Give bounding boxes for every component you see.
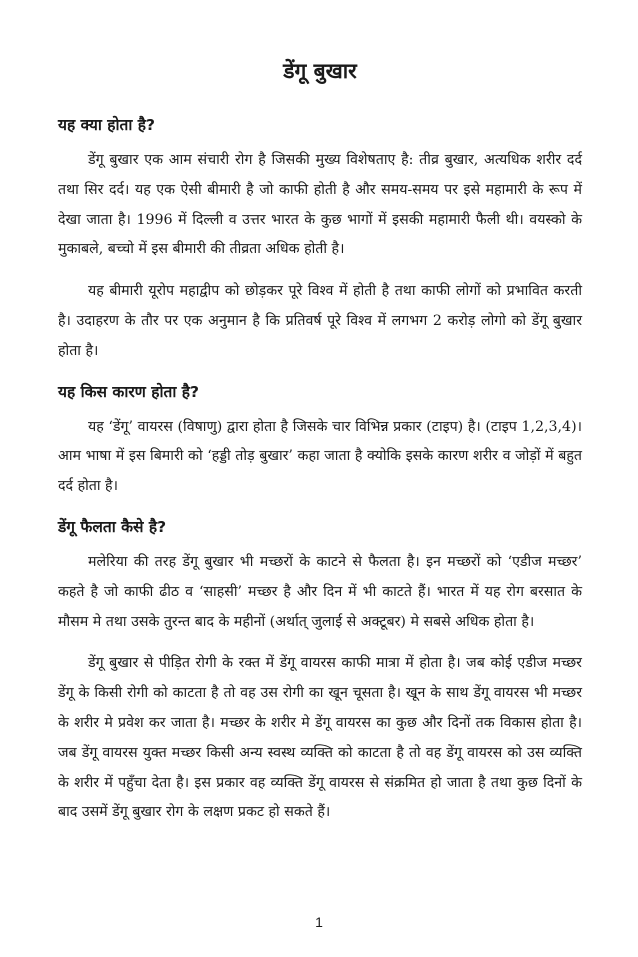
section-heading: यह किस कारण होता है?	[58, 382, 199, 401]
page-title: डेंगू बुखार	[283, 59, 357, 83]
paragraph: डेंगू बुखार से पीड़ित रोगी के रक्त में डेंगू वायरस काफी मात्रा में होता है। जब कोई एडीज मच्छर डेंगू के किसी रोगी को काटता है तो वह उस रोगी का खून चूसता है। खून के साथ डेंगू वायरस भी मच्छर के शरीर मे प्रवेश कर जाता है। मच्छर के शरीर मे डेंगू वायरस का कुछ और दिनों तक विकास होता है। जब डेंगू वायरस युक्त मच्छर किसी अन्य स्वस्थ व्यक्ति को काटता है तो वह डेंगू वायरस को उस व्यक्ति के शरीर में पहुँचा देता है। इस प्रकार वह व्यक्ति डेंगू वायरस से संक्रमित हो जाता है तथा कुछ दिनों के बाद उसमें डेंगू बुखार रोग के लक्षण प्रकट हो सकते हैं।	[58, 655, 582, 821]
section-heading: डेंगू फैलता कैसे है?	[58, 517, 167, 536]
page-number: 1	[315, 914, 323, 930]
paragraph: मलेरिया की तरह डेंगू बुखार भी मच्छरों के काटने से फैलता है। इन मच्छरों को ‘एडीज मच्छर’ कहते है जो काफी ढीठ व ‘साहसी’ मच्छर है और दिन में भी काटते हैं। भारत में यह रोग बरसात के मौसम मे तथा उसके तुरन्त बाद के महीनों (अर्थात् जुलाई से अक्टूबर) मे सबसे अधिक होता है।	[58, 553, 582, 630]
paragraph: यह ‘डेंगू’ वायरस (विषाणु) द्वारा होता है जिसके चार विभिन्न प्रकार (टाइप) है। (टाइप 1,2,3,4)। आम भाषा में इस बिमारी को ‘हड्डी तोड़ बुखार’ कहा जाता है क्योकि इसके कारण शरीर व जोड़ों में बहुत दर्द होता है।	[58, 418, 582, 495]
section-what-is-it	[58, 112, 582, 367]
section-cause	[58, 379, 582, 502]
section-spread	[58, 514, 582, 828]
section-heading: यह क्या होता है?	[58, 116, 156, 134]
paragraph: यह बीमारी यूरोप महाद्वीप को छोड़कर पूरे विश्व में होती है तथा काफी लोगों को प्रभावित करती है। उदाहरण के तौर पर एक अनुमान है कि प्रतिवर्ष पूरे विश्व में लगभग 2 करोड़ लोगो को डेंगू बुखार होता है।	[58, 283, 582, 359]
paragraph: डेंगू बुखार एक आम संचारी रोग है जिसकी मुख्य विशेषताए है: तीव्र बुखार, अत्यधिक शरीर दर्द तथा सिर दर्द। यह एक ऐसी बीमारी है जो काफी होती है और समय-समय पर इसे महामारी के रूप में देखा जाता है। 1996 में दिल्ली व उत्तर भारत के कुछ भागों में इसकी महामारी फैली थी। वयस्को के मुकाबले, बच्चो में इस बीमारी की तीव्रता अधिक होती है।	[58, 152, 582, 258]
